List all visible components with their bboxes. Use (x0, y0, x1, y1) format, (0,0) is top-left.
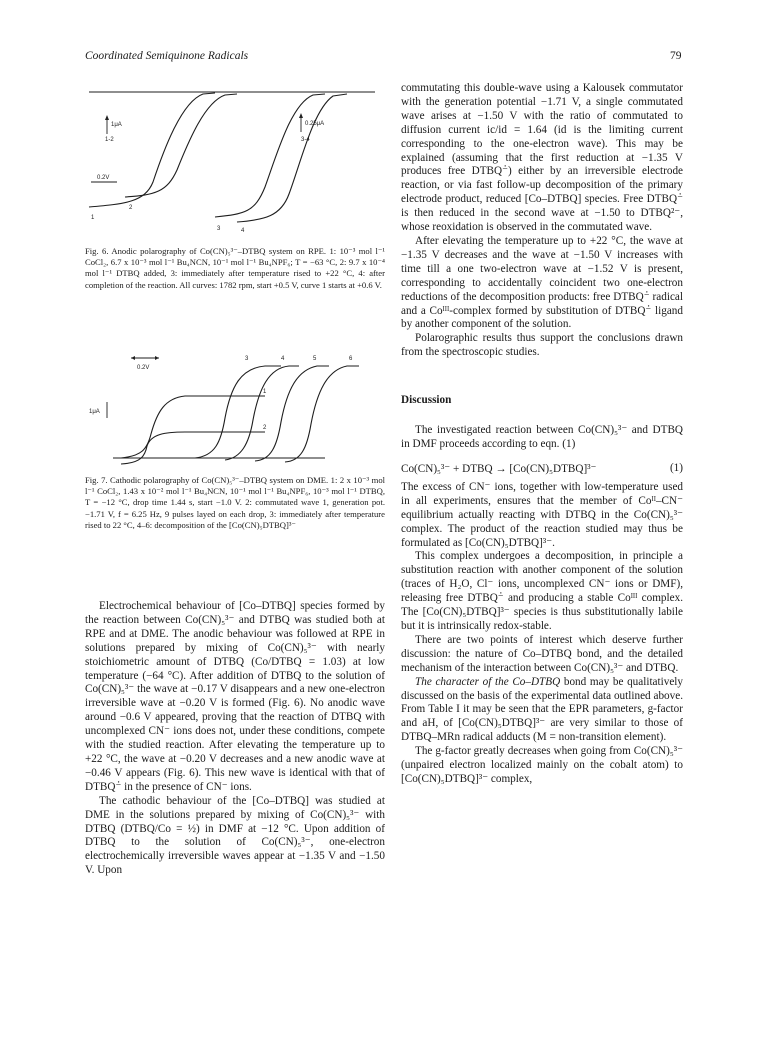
right-paragraph-4: The investigated reaction between Co(CN)₅³⁻ and DTBQ in DMF proceeds according to eqn. (1) (401, 424, 683, 451)
right-paragraph-9: The g-factor greatly decreases when going from Co(CN)₅³⁻ (unpaired electron localized mainly on the cobalt atom) to [Co(CN)₅DTBQ]³⁻ complex, (401, 745, 683, 785)
figure-6-scale-1-label: 1μA (111, 122, 122, 128)
figure-7-plot (85, 346, 385, 471)
figure-6-caption: Fig. 6. Anodic polarography of Co(CN)₅³⁻–DTBQ system on RPE. 1: 10⁻³ mol l⁻¹ CoCl₂, 6.7 x 10⁻³ mol l⁻¹ Bu₄NCN, 10⁻¹ mol l⁻¹ Bu₄NPF₆; T = −63 °C, 2: 9.7 x 10⁻⁴ mol l⁻¹ DTBQ added, 3: immediately after temperature rised to +22 °C, 4: after completion of the reaction. All curves: 1782 rpm, start +0.5 V, curve 1 starts at +0.6 V. (85, 246, 385, 290)
figure-6-curve-3-label: 3 (217, 226, 221, 232)
figure-7-curve-2-label: 2 (263, 425, 267, 431)
equation-1-body: Co(CN)₅³⁻ + DTBQ → [Co(CN)₅DTBQ]³⁻ (401, 462, 597, 475)
figure-7-potential-label: 0.2V (137, 365, 150, 371)
right-paragraph-6: This complex undergoes a decomposition, in principle a substitution reaction with another component of the solution (traces of H₂O, Cl⁻ ions, uncomplexed CN⁻ ions or DMF), releasing free DTBQ⁻̇ and producing a stable Coᴵᴵᴵ complex. The [Co(CN)₅DTBQ]³⁻ species is thus substitutionally labile but it is intrinsically redox-stable. (401, 550, 683, 632)
right-paragraph-8-body: bond may be qualitatively discussed on the basis of the experimental data outlined above. From Table I it may be seen that the EPR parameters, g-factor and aH, of [Co(CN)₅DTBQ]³⁻ are very similar to those of DTBQ–MRn radical adducts (M = non-transition element). (401, 675, 683, 744)
figure-6-curve-4-label: 4 (241, 228, 245, 234)
right-paragraph-8 (401, 676, 683, 746)
left-body-text (85, 600, 385, 878)
discussion-heading: Discussion (401, 394, 452, 407)
figure-6-curve-2-label: 2 (129, 205, 133, 211)
figure-6-potential-scale (91, 175, 117, 182)
right-paragraph-8-italic: The character of the Co–DTBQ (415, 675, 561, 688)
figure-6-scale-1b-label: 1-2 (105, 137, 114, 143)
figure-7-scale-label: 1μA (89, 409, 100, 415)
equation-1 (401, 462, 683, 475)
figure-6-curve-2 (125, 94, 237, 197)
figure-7-curve-1-label: 1 (263, 389, 267, 395)
right-paragraph-5: The excess of CN⁻ ions, together with low-temperature used in all experiments, ensures that the member of Coᴵᴵ–CN⁻ equilibrium actually reacting with DTBQ in the Co(CN)₅³⁻ complex. The product of the reaction studied may thus be formulated as [Co(CN)₅DTBQ]³⁻. (401, 480, 683, 549)
figure-6-potential-label: 0.2V (97, 175, 110, 181)
figure-7 (85, 346, 385, 531)
figure-7-curve-3 (195, 366, 281, 458)
figure-6-current-scale-1 (105, 115, 122, 143)
figure-7-curve-6-label: 6 (349, 356, 353, 362)
figure-6-curve-3 (215, 94, 325, 217)
figure-7-svg (85, 346, 385, 471)
figure-7-curve-4-label: 4 (281, 356, 285, 362)
figure-6-svg (85, 82, 385, 240)
figure-7-curve-3-label: 3 (245, 356, 249, 362)
running-title: Coordinated Semiquinone Radicals (85, 50, 249, 62)
figure-6-scale-2b-label: 3-4 (301, 137, 310, 143)
figure-6-curve-1 (89, 93, 215, 207)
left-paragraph-2: The cathodic behaviour of the [Co–DTBQ] was studied at DME in the solutions prepared by mixing of Co(CN)₅³⁻ with DTBQ (DTBQ/Co = ½) in DMF at −12 °C. Upon addition of DTBQ to the solution of Co(CN)₅³⁻, one-electron electrochemically irreversible waves appear at −1.35 V and −1.50 V. Upon (85, 794, 385, 877)
figure-6-plot (85, 82, 385, 240)
figure-6-curve-1-label: 1 (91, 215, 95, 221)
figure-7-potential-scale (131, 356, 159, 371)
right-body-text (401, 82, 683, 787)
figure-6 (85, 82, 385, 291)
page-number: 79 (670, 50, 682, 62)
left-paragraph-1: Electrochemical behaviour of [Co–DTBQ] species formed by the reaction between Co(CN)₅³⁻ and DTBQ was studied both at RPE and at DME. The anodic behaviour was followed at RPE in solutions prepared by mixing of Co(CN)₅³⁻ with nearly stoichiometric amount of DTBQ (Co/DTBQ = 1.03) at low temperature (−64 °C). After addition of DTBQ to the solution of Co(CN)₅³⁻ the wave at −0.17 V disappears and a new one-electron irreversible wave at −0.20 V is formed (Fig. 6). No anodic wave around −0.6 V appeared, proving that the reaction of DTBQ with uncomplexed CN⁻ ions does not, under these conditions, compete with the studied reaction. After elevating the temperature up to +22 °C, the wave at −0.20 V decreases and a new anodic wave at −0.46 V appears (Fig. 6). This new wave is identical with that of DTBQ⁻̇ in the presence of CN⁻ ions. (85, 600, 385, 793)
figure-7-caption: Fig. 7. Cathodic polarography of Co(CN)₅³⁻–DTBQ system on DME. 1: 2 x 10⁻³ mol l⁻¹ CoCl₂, 1.43 x 10⁻² mol l⁻¹ Bu₄NCN, 10⁻¹ mol l⁻¹ Bu₄NPF₆, 10⁻³ mol l⁻¹ DTBQ, T = −12 °C, drop time 1.44 s, start −1.0 V. 2: commutated wave 1, generation pot. −1.71 V, f = 6.25 Hz, 9 pulses layed on each drop, 3: immediately after temperature rised to 22 °C, 4–6: decomposition of the [Co(CN)₅DTBQ]³⁻ (85, 475, 385, 530)
right-paragraph-1: commutating this double-wave using a Kalousek commutator with the generation potential −1.71 V, a single commutated wave arises at −1.50 V with the ratio of commutated to diffusion current ic/id = 1.64 (id is the limiting current corresponding to the one-electron wave). This may be explained (assuming that the first reduction at −1.35 V produces free DTBQ⁻̇) either by an irreversible electrode reaction, or via fast follow-up decomposition of the primary electrode product, reduced [Co–DTBQ] species. Free DTBQ⁻̇ is then reduced in the second wave at −1.50 to DTBQ²⁻, whose reoxidation is observed in the commutated wave. (401, 82, 683, 234)
figure-7-curve-4 (225, 366, 299, 460)
right-paragraph-2: After elevating the temperature up to +22 °C, the wave at −1.35 V decreases and the wave at −1.50 V increases with time till a one two-electron wave at −1.52 V is present, corresponding to accidentally coincident two one-electron reductions of the decomposition products: free DTBQ⁻̇ radical and a Coᴵᴵᴵ-complex formed by substitution of DTBQ⁻̇ ligand by another component of the solution. (401, 234, 683, 331)
right-paragraph-3: Polarographic results thus support the conclusions drawn from the spectroscopic studies. (401, 332, 683, 359)
figure-6-scale-2-label: 0.25μA (305, 121, 325, 127)
equation-1-number: (1) (669, 461, 683, 474)
figure-6-curve-4 (237, 94, 347, 222)
figure-7-current-scale (89, 402, 107, 418)
right-paragraph-7: There are two points of interest which deserve further discussion: the nature of Co–DTBQ bond, and the detailed mechanism of the interaction between Co(CN)₅³⁻ and DTBQ. (401, 633, 683, 674)
figure-7-curve-5-label: 5 (313, 356, 317, 362)
